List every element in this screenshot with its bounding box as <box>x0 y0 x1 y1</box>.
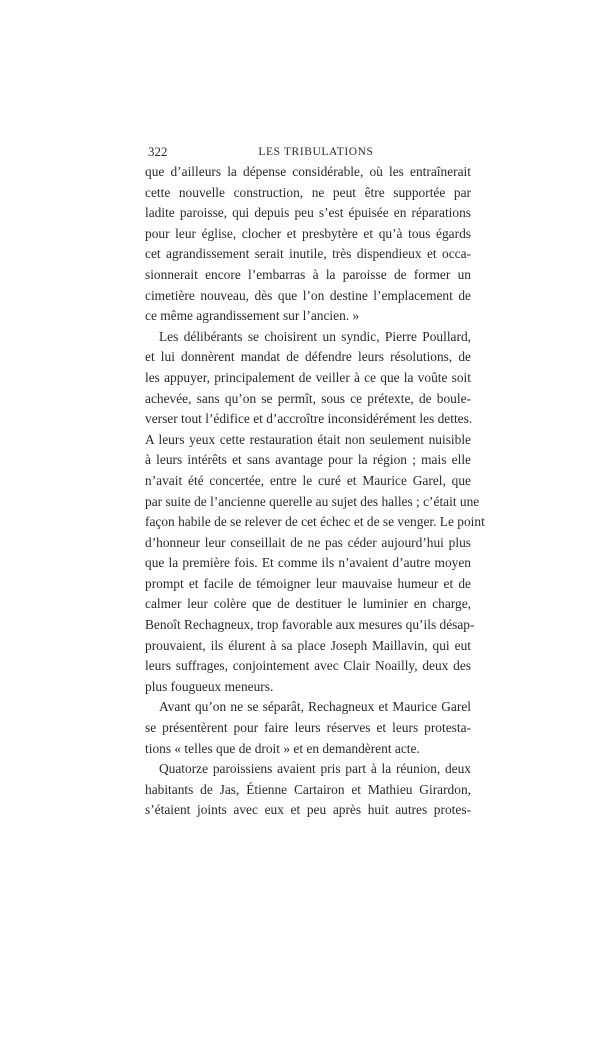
text-line: habitants de Jas, Étienne Cartairon et Mathieu Girardon, <box>145 781 471 797</box>
text-line: les appuyer, principalement de veiller à ce que la voûte soit <box>145 369 471 385</box>
text-line: que d’ailleurs la dépense considérable, où les entraînerait <box>145 164 471 179</box>
text-line: tions « telles que de droit » et en demandèrent acte. <box>145 740 420 756</box>
text-line: prouvaient, ils élurent à sa place Joseph Maillavin, qui eut <box>145 637 471 653</box>
text-line: et lui donnèrent mandat de défendre leurs résolutions, de <box>145 349 471 365</box>
page-header <box>145 142 471 162</box>
body-text <box>145 162 485 821</box>
page-number: 322 <box>148 144 168 159</box>
paragraph <box>145 697 471 759</box>
text-line: à leurs intérêts et sans avantage pour la région ; mais elle <box>145 452 471 468</box>
text-line: par suite de l’ancienne querelle au sujet des halles ; c’était une <box>145 493 480 509</box>
paragraph <box>145 162 471 327</box>
text-line: calmer leur colère que de destituer le luminier en charge, <box>145 596 471 612</box>
paragraph <box>145 327 485 698</box>
text-line: leurs suffrages, conjointement avec Clair Noailly, deux des <box>145 658 471 674</box>
text-line: pour leur église, clocher et presbytère et qu’à tous égards <box>145 225 471 241</box>
text-line: cet agrandissement serait inutile, très dispendieux et occa- <box>145 246 471 262</box>
text-line: s’étaient joints avec eux et peu après huit autres protes- <box>145 802 471 818</box>
paragraph <box>145 759 471 821</box>
text-line: ce même agrandissement sur l’ancien. » <box>145 308 360 324</box>
text-line: se présentèrent pour faire leurs réserves et leurs protesta- <box>145 720 471 736</box>
text-line: achevée, sans qu’on se permît, sous ce prétexte, de boule- <box>145 390 471 406</box>
running-title: LES TRIBULATIONS <box>258 146 374 158</box>
text-line: plus fougueux meneurs. <box>145 678 274 694</box>
book-page <box>145 142 485 821</box>
text-line: Benoît Rechagneux, trop favorable aux mesures qu’ils désap- <box>145 617 475 633</box>
text-line: façon habile de se relever de cet échec et de se venger. Le point <box>145 514 485 530</box>
text-line: prompt et facile de témoigner leur mauvaise humeur et de <box>145 575 471 591</box>
text-line: d’honneur leur conseillait de ne pas céder aujourd’hui plus <box>145 534 471 550</box>
text-line: cette nouvelle construction, ne peut être supportée par <box>145 184 471 200</box>
text-line: A leurs yeux cette restauration était non seulement nuisible <box>145 431 471 447</box>
text-line: ladite paroisse, qui depuis peu s’est épuisée en réparations <box>145 205 471 221</box>
text-line: cimetière nouveau, dès que l’on destine l’emplacement de <box>145 287 471 303</box>
text-line: Quatorze paroissiens avaient pris part à la réunion, deux <box>159 761 471 777</box>
text-line: n’avait été concertée, entre le curé et Maurice Garel, que <box>145 472 471 488</box>
text-line: verser tout l’édifice et d’accroître inconsidérément les dettes. <box>145 411 473 427</box>
text-line: Avant qu’on ne se séparât, Rechagneux et Maurice Garel <box>159 699 471 715</box>
text-line: sionnerait encore l’embarras à la paroisse de former un <box>145 266 471 282</box>
text-line: Les délibérants se choisirent un syndic, Pierre Poullard, <box>159 328 471 344</box>
text-line: que la première fois. Et comme ils n’avaient d’autre moyen <box>145 555 471 571</box>
